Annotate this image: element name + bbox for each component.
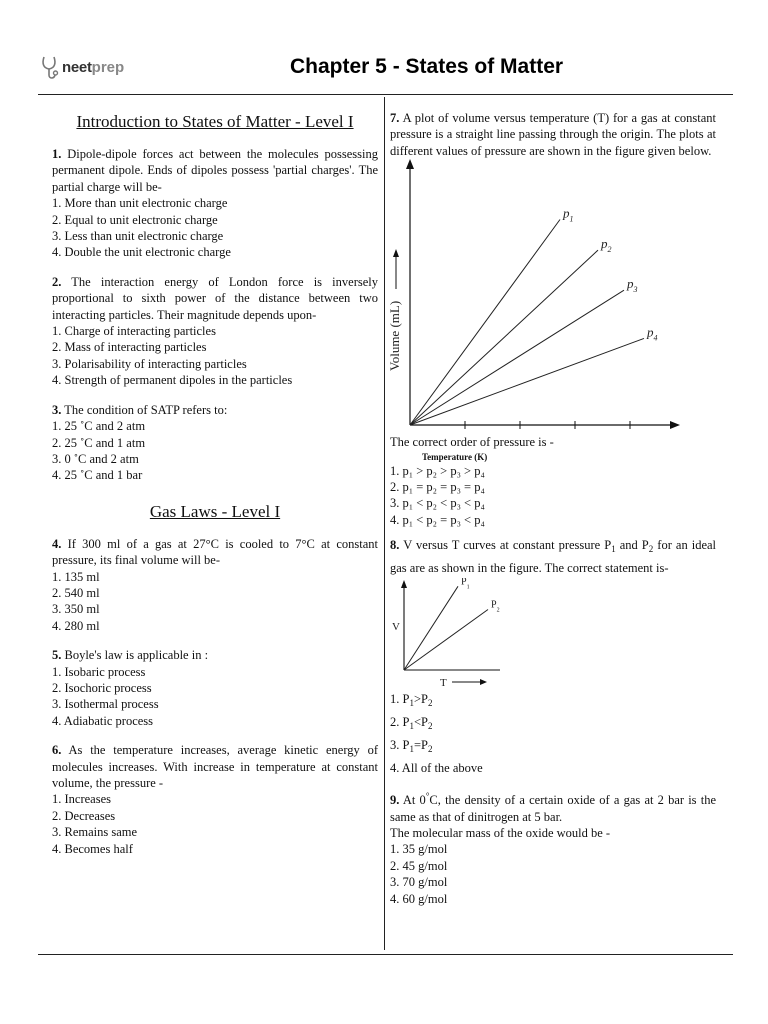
question-8-text: 8. V versus T curves at constant pressure $P_1$ and $P_2$ for an ideal gas are as shown in the figure. The correct statement is- xyxy=(390,538,717,576)
question-9-prompt: The molecular mass of the oxide would be - xyxy=(390,826,611,841)
series-line-2 xyxy=(410,250,598,425)
x-axis-arrow xyxy=(670,421,680,429)
question-6-option: 3. Remains same xyxy=(52,825,138,840)
x-axis-label: T xyxy=(440,677,447,690)
series-label-2: $P_2$ xyxy=(491,599,500,614)
question-6-option: 4. Becomes half xyxy=(52,841,133,856)
question-1 xyxy=(52,146,378,261)
brand-main: neet xyxy=(62,58,92,76)
question-7-option: 3. p₁ < p₂ < p₃ < p₄ xyxy=(390,496,485,511)
question-2-option: 4. Strength of permanent dipoles in the particles xyxy=(52,373,293,388)
question-2 xyxy=(52,274,378,389)
question-5-option: 3. Isothermal process xyxy=(52,697,159,712)
section-title-intro: Introduction to States of Matter - Level I xyxy=(76,112,354,131)
question-1-option: 3. Less than unit electronic charge xyxy=(52,229,224,244)
question-7-option: 1. p₁ > p₂ > p₃ > p₄ xyxy=(390,463,485,478)
question-8-option: 1. $P_1>P_2$ xyxy=(390,692,433,709)
y-axis-label: V xyxy=(392,621,400,634)
question-6-option: 2. Decreases xyxy=(52,808,116,823)
question-3-option: 1. 25 ˚C and 2 atm xyxy=(52,419,146,434)
question-9-option: 3. 70 g/mol xyxy=(390,875,448,890)
question-4-option: 2. 540 ml xyxy=(52,585,100,600)
question-1-option: 1. More than unit electronic charge xyxy=(52,196,228,211)
question-7-text: 7. A plot of volume versus temperature (T) for a gas at constant pressure is a straight line passing through the origin. The plots at different values of pressure are shown in the figure given below. xyxy=(390,111,717,158)
y-label-arrowhead xyxy=(393,249,399,257)
footer-rule xyxy=(38,954,733,955)
question-6-option: 1. Increases xyxy=(52,792,111,807)
question-1-option: 2. Equal to unit electronic charge xyxy=(52,212,218,227)
question-3-option: 2. 25 ˚C and 1 atm xyxy=(52,435,146,450)
volume-temperature-figure xyxy=(380,159,680,434)
question-8-option: 3. $P_1=P_2$ xyxy=(390,738,433,755)
question-1-text: 1. Dipole-dipole forces act between the molecules possessing permanent dipole. Ends of dipoles possess 'partial charges'. The partial charge will be- xyxy=(52,147,378,194)
question-7-option: 4. p₁ < p₂ = p₃ < p₄ xyxy=(390,512,485,527)
question-3 xyxy=(52,402,378,484)
question-5-text: 5. Boyle's law is applicable in : xyxy=(52,648,209,663)
right-column xyxy=(387,110,717,920)
question-4 xyxy=(52,536,378,634)
x-axis-label: Temperature (K) xyxy=(422,451,488,462)
question-5-option: 2. Isochoric process xyxy=(52,680,152,695)
question-9-text: 9. At 0°C, the density of a certain oxide of a gas at 2 bar is the same as that of dinitrogen at 5 bar. xyxy=(390,791,717,824)
y-axis-label: Volume (mL) xyxy=(387,301,402,372)
question-6 xyxy=(52,742,378,857)
question-8 xyxy=(390,536,716,778)
question-6-text: 6. As the temperature increases, average kinetic energy of molecules increases. With increase in temperature at constant volume, the pressure - xyxy=(52,743,378,790)
question-7-option: 2. p₁ = p₂ = p₃ = p₄ xyxy=(390,480,485,495)
question-4-option: 3. 350 ml xyxy=(52,602,100,617)
section-title-gas-laws: Gas Laws - Level I xyxy=(149,501,281,521)
y-axis-arrow xyxy=(401,580,407,588)
header-rule xyxy=(38,94,733,95)
series-line-2 xyxy=(404,610,488,670)
question-7-prompt: The correct order of pressure is - xyxy=(390,435,554,450)
series-line-1 xyxy=(410,220,560,426)
brand-secondary: prep xyxy=(91,58,125,76)
question-9-option: 4. 60 g/mol xyxy=(390,891,448,906)
series-label-4: $p_4$ xyxy=(647,324,658,343)
question-9 xyxy=(390,788,716,907)
series-label-2: $p_2$ xyxy=(601,236,612,255)
x-label-arrowhead xyxy=(480,679,487,685)
question-2-text: 2. The interaction energy of London force is inversely proportional to sixth power of the distance between two interacting particles. Their magnitude depends upon- xyxy=(52,274,378,322)
question-2-option: 3. Polarisability of interacting particles xyxy=(52,356,247,371)
question-8-option: 4. All of the above xyxy=(390,761,483,776)
question-5 xyxy=(52,647,378,729)
y-axis-arrow xyxy=(406,159,414,169)
question-5-option: 4. Adiabatic process xyxy=(52,713,154,728)
v-t-figure xyxy=(388,578,504,690)
question-9-option: 1. 35 g/mol xyxy=(390,842,448,857)
chapter-title: Chapter 5 - States of Matter xyxy=(290,55,564,78)
series-label-3: $p_3$ xyxy=(627,276,638,295)
question-2-option: 1. Charge of interacting particles xyxy=(52,324,216,339)
left-column xyxy=(52,112,378,870)
series-line-1 xyxy=(404,587,458,671)
series-label-1: $P_1$ xyxy=(461,578,470,591)
question-4-option: 4. 280 ml xyxy=(52,618,100,633)
question-4-text: 4. If 300 ml of a gas at 27°C is cooled to 7°C at constant pressure, its final volume will be- xyxy=(52,536,378,568)
question-5-option: 1. Isobaric process xyxy=(52,664,146,679)
question-2-option: 2. Mass of interacting particles xyxy=(52,340,207,355)
question-4-option: 1. 135 ml xyxy=(52,569,100,584)
page-header xyxy=(0,0,768,95)
question-1-option: 4. Double the unit electronic charge xyxy=(52,245,231,260)
question-3-option: 3. 0 ˚C and 2 atm xyxy=(52,451,139,466)
series-label-1: $p_1$ xyxy=(563,205,574,224)
neetprep-logo xyxy=(40,55,124,81)
question-3-option: 4. 25 ˚C and 1 bar xyxy=(52,468,143,483)
stethoscope-icon xyxy=(40,55,62,81)
question-3-text: 3. The condition of SATP refers to: xyxy=(52,402,228,417)
question-7 xyxy=(387,110,717,528)
question-8-option: 2. $P_1<P_2$ xyxy=(390,715,433,732)
question-9-option: 2. 45 g/mol xyxy=(390,858,448,873)
